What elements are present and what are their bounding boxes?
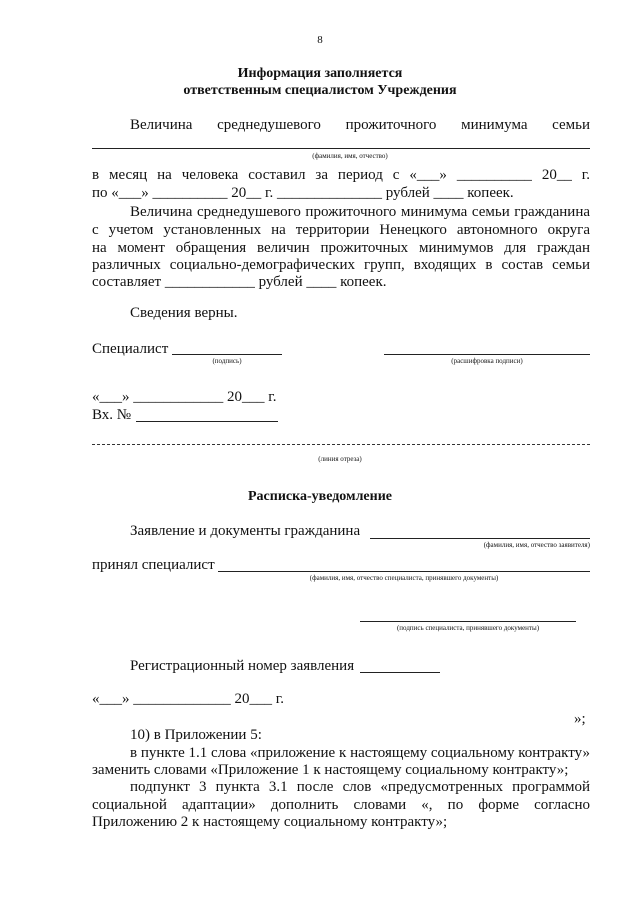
period-amount-line: по «___» __________ 20__ г. ______________ рублей ____ копеек. [92,185,514,201]
para2-line-4: различных социально-демографических групп, входящих в состав семьи [92,257,590,273]
closing-quote: »; [574,711,586,727]
incoming-number-line[interactable] [136,421,278,422]
page-number: 8 [317,34,323,46]
heading-line-2: ответственным специалистом Учреждения [183,83,457,98]
verified-text: Сведения верны. [130,305,238,321]
signature-decoding-line[interactable] [384,354,590,355]
caption-specialist: (фамилия, имя, отчество специалиста, принявшего документы) [309,574,499,582]
specialist-signature-fill-line[interactable] [360,621,576,622]
reg-number-label: Регистрационный номер заявления [130,658,355,674]
receipt-line-2-label: принял специалист [92,557,215,573]
amendment-p2-line-2: социальной адаптации» дополнить словами «, по форме согласно [92,797,590,813]
para2-line-2: с учетом установленных на территории Ненецкого автономного округа [92,222,590,238]
para2-line-1: Величина среднедушевого прожиточного минимума семьи гражданина [130,204,590,220]
fio-fill-line[interactable] [92,148,590,149]
amendment-p2-line-3: Приложению 2 к настоящему социальному контракту»; [92,814,448,830]
period-line: в месяц на человека составил за период с «___» __________ 20__ г. [92,167,590,183]
applicant-fill-line[interactable] [370,538,590,539]
specialist-signature-line[interactable] [172,354,282,355]
specialist-label: Специалист [92,341,169,357]
receipt-line-1-label: Заявление и документы гражданина [130,523,361,539]
caption-applicant: (фамилия, имя, отчество заявителя) [483,541,590,549]
section1-date-line: «___» ____________ 20___ г. [92,389,277,405]
receipt-date-line: «___» _____________ 20___ г. [92,691,284,707]
caption-signature: (подпись) [212,357,242,365]
caption-specialist-signature: (подпись специалиста, принявшего документы) [396,624,540,632]
para2-line-3: на момент обращения величин прожиточных минимумов для граждан [92,240,590,256]
heading-line-1: Информация заполняется [237,66,403,81]
cut-line [92,444,590,445]
amendment-p1-line-1: в пункте 1.1 слова «приложение к настоящему социальному контракту» [130,745,590,761]
amendment-p1-line-2: заменить словами «Приложение 1 к настоящему социальному контракту»; [92,762,569,778]
caption-decoding: (расшифровка подписи) [451,357,523,365]
caption-cut-line: (линия отреза) [318,455,362,463]
subsistence-line-1: Величина среднедушевого прожиточного минимума семьи [130,117,590,133]
reg-number-fill-line[interactable] [360,672,440,673]
specialist-fill-line[interactable] [218,571,590,572]
amendment-p2-line-1: подпункт 3 пункта 3.1 после слов «предусмотренных программой [130,779,590,795]
para2-line-5: составляет ____________ рублей ____ копеек. [92,274,387,290]
incoming-label: Вх. № [92,407,132,423]
amendment-item-10: 10) в Приложении 5: [130,727,262,743]
receipt-title: Расписка-уведомление [248,489,392,504]
caption-fio: (фамилия, имя, отчество) [312,152,388,160]
